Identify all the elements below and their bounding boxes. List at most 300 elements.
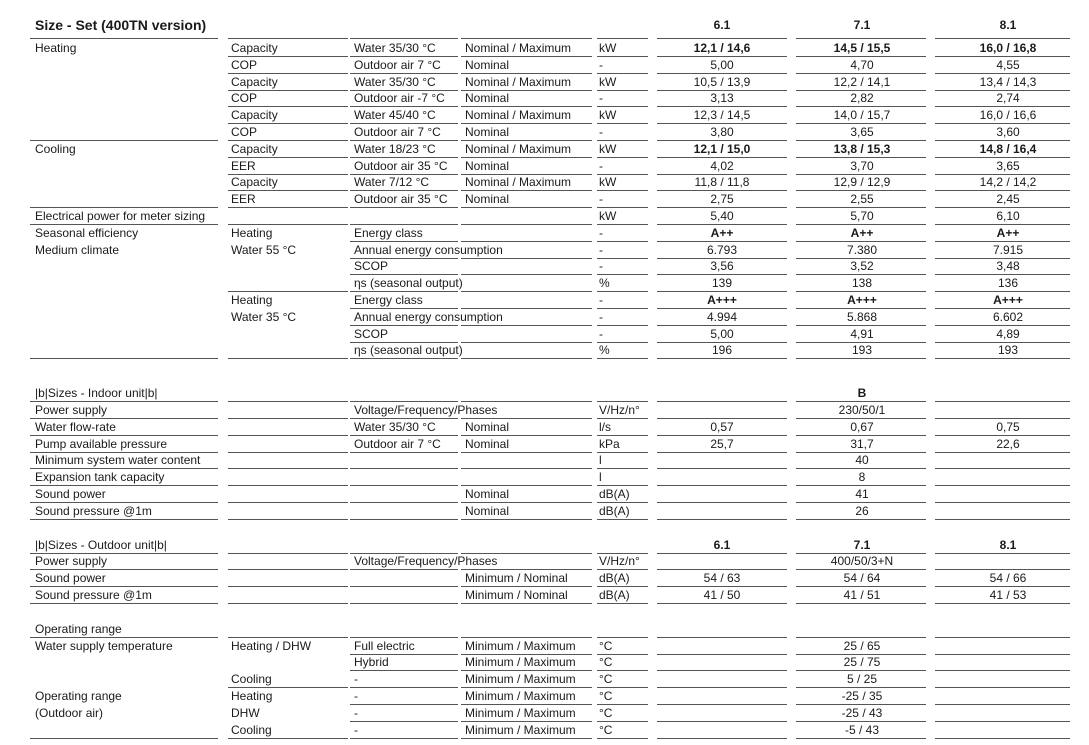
seasonal-unit: %: [599, 343, 610, 358]
seasonal-value: 196: [711, 343, 733, 358]
cooling-value: 2,45: [996, 192, 1020, 207]
heating-param: Capacity: [231, 108, 278, 123]
row-divider: [935, 637, 1070, 638]
row-divider: [935, 452, 1070, 453]
seasonal-value: 7.380: [846, 242, 878, 257]
row-divider: [350, 468, 458, 469]
row-divider: [350, 586, 458, 587]
indoor-unit: V/Hz/n°: [599, 403, 640, 417]
operating-value: -5 / 43: [844, 722, 880, 737]
row-divider: [597, 90, 648, 91]
operating-sublabel: Heating: [231, 689, 273, 703]
cooling-value: 12,9 / 12,9: [833, 175, 891, 190]
cooling-unit: -: [599, 158, 603, 173]
seasonal-param: Energy class: [354, 293, 423, 307]
row-divider: [461, 452, 592, 453]
heating-param: Capacity: [231, 41, 278, 55]
operating-value: -25 / 35: [841, 689, 883, 703]
row-divider: [597, 325, 648, 326]
cooling-condition: Water 18/23 °C: [354, 141, 436, 156]
heating-value: 3,80: [710, 125, 734, 139]
row-divider: [657, 358, 787, 359]
indoor-value: 25,7: [710, 436, 734, 451]
heating-condition: Water 45/40 °C: [354, 108, 436, 123]
row-divider: [935, 401, 1070, 402]
indoor-label: Minimum system water content: [35, 453, 201, 468]
heating-value: 12,2 / 14,1: [833, 74, 891, 89]
row-divider: [935, 603, 1070, 604]
row-divider: [350, 452, 458, 453]
seasonal-value: 4.994: [706, 309, 738, 324]
row-divider: [657, 603, 787, 604]
row-divider: [597, 258, 648, 259]
indoor-label: Pump available pressure: [35, 436, 168, 451]
outdoor-unit: V/Hz/n°: [599, 554, 640, 569]
row-divider: [935, 721, 1070, 722]
indoor-condition: Outdoor air 7 °C: [354, 436, 441, 451]
operating-section-title: Operating range: [35, 621, 122, 636]
row-divider: [350, 38, 458, 39]
heating-value: 14,5 / 15,5: [833, 41, 891, 55]
row-divider: [30, 519, 218, 520]
row-divider: [228, 207, 348, 208]
row-divider: [461, 342, 592, 343]
indoor-label: Expansion tank capacity: [35, 470, 165, 485]
seasonal-unit: -: [599, 225, 603, 240]
operating-sublabel: Heating / DHW: [231, 638, 312, 653]
heating-param: COP: [231, 125, 258, 139]
indoor-value: 31,7: [850, 436, 874, 451]
row-divider: [461, 207, 592, 208]
row-divider: [461, 224, 592, 225]
operating-value: -25 / 43: [841, 705, 883, 720]
row-divider: [228, 435, 348, 436]
heating-value: 4,55: [996, 57, 1020, 72]
row-divider: [935, 738, 1070, 739]
row-divider: [597, 468, 648, 469]
electrical-value: 5,40: [710, 209, 734, 223]
cooling-unit: -: [599, 192, 603, 207]
operating-type: Minimum / Maximum: [465, 638, 576, 653]
seasonal-value: A+++: [847, 293, 877, 307]
row-divider: [597, 358, 648, 359]
heating-value: 4,70: [850, 57, 874, 72]
seasonal-value: 7.915: [992, 242, 1024, 257]
cooling-label: Cooling: [35, 141, 76, 156]
row-divider: [935, 687, 1070, 688]
heating-value: 14,0 / 15,7: [833, 108, 891, 123]
row-divider: [597, 291, 648, 292]
heating-unit: kW: [599, 41, 617, 55]
heating-param: COP: [231, 91, 258, 106]
outdoor-unit: dB(A): [599, 588, 630, 602]
cooling-unit: kW: [599, 175, 617, 190]
row-divider: [597, 157, 648, 158]
seasonal-param: Energy class: [354, 225, 423, 240]
row-divider: [597, 224, 648, 225]
indoor-type: Nominal: [465, 419, 510, 434]
seasonal-value: 3,56: [710, 259, 734, 274]
row-divider: [935, 485, 1070, 486]
seasonal-param: ηs (seasonal output): [354, 343, 463, 358]
seasonal-value: 193: [997, 343, 1019, 358]
cooling-type: Nominal / Maximum: [465, 175, 572, 190]
outdoor-model: 6.1: [713, 537, 731, 552]
cooling-param: EER: [231, 158, 256, 173]
outdoor-value: 400/50/3+N: [830, 554, 894, 569]
outdoor-section-title: |b|Sizes - Outdoor unit|b|: [35, 537, 167, 552]
heating-unit: kW: [599, 108, 617, 123]
row-divider: [228, 452, 348, 453]
indoor-label: Sound pressure @1m: [35, 503, 152, 518]
cooling-type: Nominal: [465, 192, 510, 207]
seasonal-value: 6.793: [706, 242, 738, 257]
outdoor-value: 41 / 51: [843, 588, 881, 602]
cooling-param: Capacity: [231, 175, 278, 190]
cooling-value: 13,8 / 15,3: [833, 141, 891, 156]
seasonal-value: 4,89: [996, 326, 1020, 341]
row-divider: [350, 738, 458, 739]
indoor-value: 22,6: [996, 436, 1020, 451]
row-divider: [935, 670, 1070, 671]
row-divider: [597, 56, 648, 57]
row-divider: [796, 519, 926, 520]
row-divider: [461, 603, 592, 604]
indoor-type: Nominal: [465, 503, 510, 518]
cooling-param: Capacity: [231, 141, 278, 156]
row-divider: [350, 207, 458, 208]
row-divider: [228, 401, 348, 402]
indoor-value: 8: [858, 470, 866, 485]
heating-param: COP: [231, 57, 258, 72]
row-divider: [350, 603, 458, 604]
row-divider: [657, 502, 787, 503]
operating-condition: Full electric: [354, 638, 415, 653]
cooling-condition: Outdoor air 35 °C: [354, 158, 448, 173]
outdoor-unit: dB(A): [599, 571, 630, 586]
row-divider: [228, 519, 348, 520]
row-divider: [228, 358, 348, 359]
row-divider: [597, 603, 648, 604]
model-header-6.1: 6.1: [713, 18, 731, 32]
outdoor-value: 54 / 64: [843, 571, 881, 586]
seasonal-value: A+++: [707, 293, 737, 307]
cooling-value: 11,8 / 11,8: [694, 175, 750, 190]
outdoor-value: 41 / 53: [989, 588, 1027, 602]
operating-condition: Hybrid: [354, 655, 389, 670]
model-header-8.1: 8.1: [999, 18, 1017, 32]
outdoor-model: 8.1: [999, 537, 1017, 552]
seasonal-param: SCOP: [354, 326, 389, 341]
row-divider: [796, 38, 926, 39]
indoor-condition: Voltage/Frequency/Phases: [354, 403, 498, 417]
indoor-value: 230/50/1: [838, 403, 886, 417]
operating-value: 25 / 65: [843, 638, 881, 653]
operating-sublabel: DHW: [231, 705, 260, 720]
row-divider: [350, 485, 458, 486]
row-divider: [228, 502, 348, 503]
heating-value: 2,74: [996, 91, 1020, 106]
operating-label: Operating range: [35, 689, 122, 703]
row-divider: [30, 738, 218, 739]
row-divider: [350, 670, 458, 671]
row-divider: [597, 38, 648, 39]
row-divider: [461, 38, 592, 39]
seasonal-unit: -: [599, 259, 603, 274]
row-divider: [657, 452, 787, 453]
seasonal-value: A++: [996, 225, 1020, 240]
row-divider: [461, 468, 592, 469]
operating-type: Minimum / Maximum: [465, 722, 576, 737]
row-divider: [657, 553, 787, 554]
operating-unit: °C: [599, 722, 613, 737]
row-divider: [657, 738, 787, 739]
row-divider: [657, 721, 787, 722]
seasonal-group-water: Water 55 °C: [231, 242, 297, 257]
row-divider: [228, 418, 348, 419]
seasonal-value: 4,91: [850, 326, 874, 341]
operating-value: 5 / 25: [846, 672, 878, 687]
heating-condition: Water 35/30 °C: [354, 74, 436, 89]
row-divider: [350, 721, 458, 722]
operating-condition: -: [354, 722, 358, 737]
outdoor-type: Minimum / Nominal: [465, 571, 568, 586]
indoor-section-title: |b|Sizes - Indoor unit|b|: [35, 386, 158, 401]
operating-sublabel: Cooling: [231, 722, 272, 737]
seasonal-unit: %: [599, 276, 610, 291]
seasonal-value: 5,00: [710, 326, 734, 341]
cooling-value: 4,02: [710, 158, 734, 173]
heating-value: 12,1 / 14,6: [693, 41, 751, 55]
indoor-value: 26: [855, 503, 869, 518]
outdoor-type: Minimum / Nominal: [465, 588, 568, 602]
heating-type: Nominal: [465, 91, 510, 106]
heating-label: Heating: [35, 41, 77, 55]
operating-unit: °C: [599, 638, 613, 653]
operating-type: Minimum / Maximum: [465, 655, 576, 670]
row-divider: [350, 687, 458, 688]
row-divider: [228, 586, 348, 587]
indoor-condition: Water 35/30 °C: [354, 419, 436, 434]
cooling-value: 3,70: [850, 158, 874, 173]
row-divider: [461, 274, 592, 275]
seasonal-value: 136: [997, 276, 1019, 291]
indoor-value: 41: [855, 487, 869, 501]
electrical-unit: kW: [599, 209, 617, 223]
row-divider: [657, 654, 787, 655]
operating-sublabel: Cooling: [231, 672, 272, 687]
seasonal-param: Annual energy consumption: [354, 242, 503, 257]
row-divider: [597, 519, 648, 520]
operating-unit: °C: [599, 672, 613, 687]
row-divider: [30, 38, 218, 39]
outdoor-label: Sound power: [35, 571, 106, 586]
heating-unit: -: [599, 57, 603, 72]
heating-value: 13,4 / 14,3: [979, 74, 1037, 89]
heating-unit: -: [599, 125, 603, 139]
seasonal-value: 6.602: [992, 309, 1024, 324]
cooling-value: 14,2 / 14,2: [979, 175, 1037, 190]
indoor-label: Sound power: [35, 487, 106, 501]
row-divider: [228, 468, 348, 469]
indoor-unit: dB(A): [599, 487, 630, 501]
heating-type: Nominal: [465, 125, 510, 139]
cooling-condition: Outdoor air 35 °C: [354, 192, 448, 207]
row-divider: [597, 738, 648, 739]
row-divider: [657, 38, 787, 39]
seasonal-param: Annual energy consumption: [354, 309, 503, 324]
row-divider: [228, 553, 348, 554]
operating-condition: -: [354, 705, 358, 720]
seasonal-param: ηs (seasonal output): [354, 276, 463, 291]
seasonal-value: A+++: [993, 293, 1023, 307]
seasonal-unit: -: [599, 309, 603, 324]
seasonal-label: Seasonal efficiency: [35, 225, 139, 240]
indoor-type: Nominal: [465, 487, 510, 501]
seasonal-value: 139: [711, 276, 733, 291]
operating-label: Water supply temperature: [35, 638, 173, 653]
row-divider: [935, 519, 1070, 520]
model-header-7.1: 7.1: [853, 18, 871, 32]
indoor-unit: l: [599, 453, 602, 468]
climate-label: Medium climate: [35, 242, 120, 257]
row-divider: [350, 704, 458, 705]
row-divider: [935, 502, 1070, 503]
heating-value: 5,00: [710, 57, 734, 72]
row-divider: [597, 123, 648, 124]
seasonal-unit: -: [599, 326, 603, 341]
row-divider: [657, 704, 787, 705]
seasonal-param: SCOP: [354, 259, 389, 274]
indoor-model: B: [857, 386, 867, 401]
row-divider: [461, 258, 592, 259]
heating-param: Capacity: [231, 74, 278, 89]
row-divider: [461, 358, 592, 359]
row-divider: [597, 308, 648, 309]
seasonal-value: 3,48: [996, 259, 1020, 274]
row-divider: [461, 519, 592, 520]
operating-unit: °C: [599, 705, 613, 720]
outdoor-model: 7.1: [853, 537, 871, 552]
indoor-label: Water flow-rate: [35, 419, 116, 434]
indoor-unit: l/s: [599, 419, 611, 434]
indoor-value: 0,75: [996, 419, 1020, 434]
row-divider: [350, 519, 458, 520]
seasonal-unit: -: [599, 293, 603, 307]
seasonal-group-label: Heating: [231, 225, 273, 240]
row-divider: [228, 738, 348, 739]
seasonal-unit: -: [599, 242, 603, 257]
seasonal-value: 5.868: [846, 309, 878, 324]
heating-value: 3,13: [710, 91, 734, 106]
electrical-value: 5,70: [850, 209, 874, 223]
seasonal-value: A++: [850, 225, 874, 240]
row-divider: [657, 637, 787, 638]
seasonal-value: 193: [851, 343, 873, 358]
row-divider: [30, 358, 218, 359]
cooling-unit: kW: [599, 141, 617, 156]
electrical-label: Electrical power for meter sizing: [35, 209, 206, 223]
heating-condition: Outdoor air 7 °C: [354, 57, 441, 72]
outdoor-value: 54 / 66: [989, 571, 1027, 586]
row-divider: [935, 553, 1070, 554]
row-divider: [657, 687, 787, 688]
seasonal-value: A++: [710, 225, 734, 240]
cooling-type: Nominal: [465, 158, 510, 173]
heating-type: Nominal / Maximum: [465, 108, 572, 123]
seasonal-group-label: Heating: [231, 293, 273, 307]
row-divider: [461, 325, 592, 326]
row-divider: [657, 670, 787, 671]
heating-value: 16,0 / 16,6: [979, 108, 1037, 123]
outdoor-label: Power supply: [35, 554, 108, 569]
seasonal-group-water: Water 35 °C: [231, 309, 297, 324]
row-divider: [228, 38, 348, 39]
indoor-value: 0,57: [710, 419, 734, 434]
row-divider: [461, 291, 592, 292]
cooling-value: 3,65: [996, 158, 1020, 173]
row-divider: [228, 485, 348, 486]
heating-condition: Outdoor air 7 °C: [354, 125, 441, 139]
operating-type: Minimum / Maximum: [465, 672, 576, 687]
row-divider: [461, 738, 592, 739]
outdoor-condition: Voltage/Frequency/Phases: [354, 554, 498, 569]
row-divider: [935, 468, 1070, 469]
cooling-value: 12,1 / 15,0: [693, 141, 751, 156]
indoor-type: Nominal: [465, 436, 510, 451]
indoor-value: 40: [855, 453, 869, 468]
heating-type: Nominal: [465, 57, 510, 72]
row-divider: [657, 485, 787, 486]
heating-value: 2,82: [850, 91, 874, 106]
row-divider: [796, 358, 926, 359]
cooling-value: 14,8 / 16,4: [979, 141, 1037, 156]
indoor-unit: dB(A): [599, 503, 630, 518]
operating-label: (Outdoor air): [35, 705, 104, 720]
heating-condition: Water 35/30 °C: [354, 41, 436, 55]
row-divider: [657, 468, 787, 469]
seasonal-value: 138: [851, 276, 873, 291]
row-divider: [597, 190, 648, 191]
indoor-label: Power supply: [35, 403, 108, 417]
row-divider: [935, 38, 1070, 39]
indoor-unit: kPa: [599, 436, 620, 451]
operating-unit: °C: [599, 655, 613, 670]
row-divider: [796, 738, 926, 739]
heating-type: Nominal / Maximum: [465, 41, 572, 55]
outdoor-value: 41 / 50: [703, 588, 741, 602]
heating-value: 10,5 / 13,9: [693, 74, 751, 89]
row-divider: [30, 603, 218, 604]
heating-value: 3,60: [996, 125, 1020, 139]
indoor-value: 0,67: [850, 419, 874, 434]
row-divider: [597, 452, 648, 453]
heating-unit: -: [599, 91, 603, 106]
table-title: Size - Set (400TN version): [35, 17, 207, 33]
operating-condition: -: [354, 689, 358, 703]
cooling-param: EER: [231, 192, 256, 207]
heating-value: 12,3 / 14,5: [693, 108, 751, 123]
row-divider: [657, 519, 787, 520]
electrical-value: 6,10: [996, 209, 1020, 223]
row-divider: [935, 654, 1070, 655]
row-divider: [597, 241, 648, 242]
heating-condition: Outdoor air -7 °C: [354, 91, 445, 106]
operating-unit: °C: [599, 689, 613, 703]
row-divider: [935, 358, 1070, 359]
row-divider: [228, 603, 348, 604]
outdoor-label: Sound pressure @1m: [35, 588, 152, 602]
